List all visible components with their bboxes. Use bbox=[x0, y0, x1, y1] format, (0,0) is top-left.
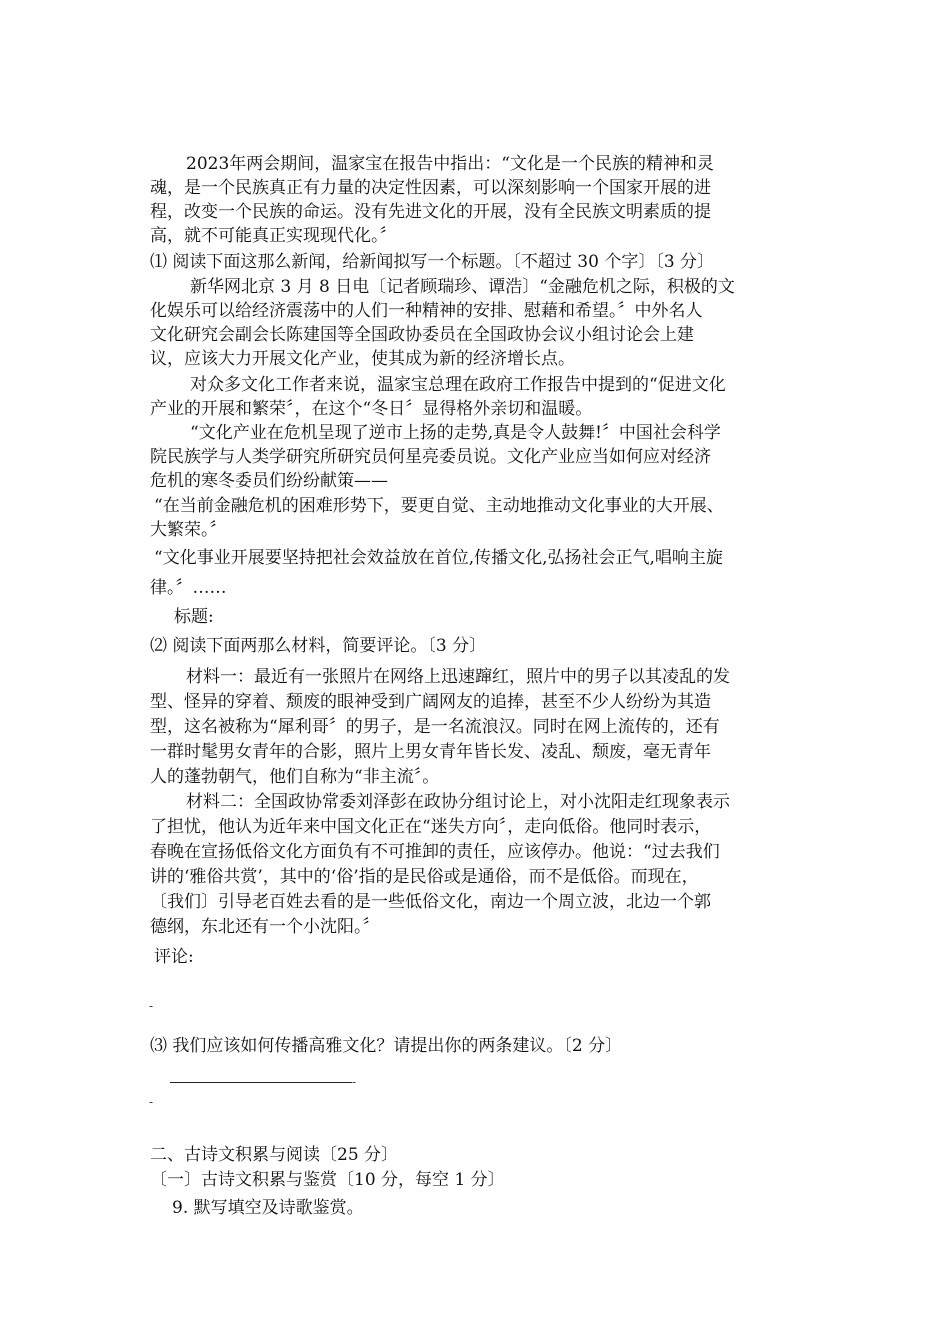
text-line: 2023年两会期间，温家宝在报告中指出：“文化是一个民族的精神和灵 bbox=[186, 154, 714, 174]
text-line: 程，改变一个民族的命运。没有先进文化的开展，没有全民族文明素质的提 bbox=[150, 202, 711, 222]
text-line: 院民族学与人类学研究所研究员何星亮委员说。文化产业应当如何应对经济 bbox=[150, 447, 711, 467]
answer-blank-line[interactable] bbox=[170, 1082, 352, 1083]
text-line: 〔我们〕引导老百姓去看的是一些低俗文化，南边一个周立波，北边一个郭 bbox=[150, 892, 711, 912]
text-line: 型、怪异的穿着、颓废的眼神受到广阔网友的追捧，甚至不少人纷纷为其造 bbox=[150, 692, 711, 712]
text-line: 危机的寒冬委员们纷纷献策—— bbox=[150, 471, 388, 491]
text-line: “在当前金融危机的困难形势下，要更自觉、主动地推动文化事业的大开展、 bbox=[154, 496, 724, 516]
text-line: 高，就不可能真正实现现代化。〞 bbox=[150, 226, 397, 246]
section-2-heading: 二、古诗文积累与阅读〔25 分〕 bbox=[150, 1145, 399, 1165]
text-line: 了担忧，他认为近年来中国文化正在“迷失方向〞，走向低俗。他同时表示， bbox=[150, 817, 712, 837]
text-line: 德纲，东北还有一个小沈阳。〞 bbox=[150, 917, 380, 937]
text-line: 律。〞…… bbox=[150, 578, 227, 598]
text-line: 讲的‘雅俗共赏’，其中的‘俗’指的是民俗或是通俗，而不是低俗。而现在， bbox=[150, 867, 699, 887]
question-3-heading: ⑶ 我们应该如何传播高雅文化？请提出你的两条建议。〔2 分〕 bbox=[150, 1036, 623, 1056]
text-line: 大繁荣。〞 bbox=[150, 520, 227, 540]
subsection-1-heading: 〔一〕古诗文积累与鉴赏〔10 分，每空 1 分〕 bbox=[150, 1170, 505, 1190]
text-line: 产业的开展和繁荣〞，在这个“冬日〞显得格外亲切和温暖。 bbox=[150, 399, 593, 419]
text-line: “文化产业在危机呈现了逆市上扬的走势,真是令人鼓舞!〞中国社会科学 bbox=[190, 423, 721, 443]
text-line: 春晚在宣扬低俗文化方面负有不可推卸的责任，应该停办。他说：“过去我们 bbox=[150, 842, 720, 862]
paragraph-mark: - bbox=[352, 1075, 357, 1089]
title-label: 标题: bbox=[174, 607, 214, 627]
comment-label: 评论: bbox=[154, 947, 194, 967]
question-9-heading: 9. 默写填空及诗歌鉴赏。 bbox=[172, 1198, 364, 1218]
text-line: 人的蓬勃朝气，他们自称为“非主流〞。 bbox=[150, 767, 440, 787]
text-line: 型，这名被称为“犀利哥〞的男子，是一名流浪汉。同时在网上流传的，还有 bbox=[150, 717, 720, 737]
text-line: 材料二：全国政协常委刘泽彭在政协分组讨论上，对小沈阳走红现象表示 bbox=[186, 792, 730, 812]
text-line: 一群时髦男女青年的合影，照片上男女青年皆长发、凌乱、颓废，毫无青年 bbox=[150, 742, 711, 762]
question-2-heading: ⑵ 阅读下面两那么材料，简要评论。〔3 分〕 bbox=[150, 636, 487, 656]
paragraph-mark: - bbox=[149, 999, 154, 1013]
text-line: 魂，是一个民族真正有力量的决定性因素，可以深刻影响一个国家开展的进 bbox=[150, 178, 711, 198]
text-line: 新华网北京 3 月 8 日电〔记者顾瑞珍、谭浩〕“金融危机之际，积极的文 bbox=[190, 277, 735, 297]
paragraph-mark: - bbox=[149, 1095, 154, 1109]
text-line: 化娱乐可以给经济震荡中的人们一种精神的安排、慰藉和希望。〞中外名人 bbox=[150, 301, 703, 321]
text-line: 对众多文化工作者来说，温家宝总理在政府工作报告中提到的“促进文化 bbox=[190, 375, 726, 395]
text-line: 文化研究会副会长陈建国等全国政协委员在全国政协会议小组讨论会上建 bbox=[150, 325, 694, 345]
text-line: 材料一：最近有一张照片在网络上迅速蹿红，照片中的男子以其凌乱的发 bbox=[186, 667, 730, 687]
text-line: “文化事业开展要坚持把社会效益放在首位,传播文化,弘扬社会正气,唱响主旋 bbox=[154, 548, 723, 568]
question-1-heading: ⑴ 阅读下面这那么新闻，给新闻拟写一个标题。〔不超过 30 个字〕〔3 分〕 bbox=[150, 252, 715, 272]
text-line: 议，应该大力开展文化产业，使其成为新的经济增长点。 bbox=[150, 349, 575, 369]
